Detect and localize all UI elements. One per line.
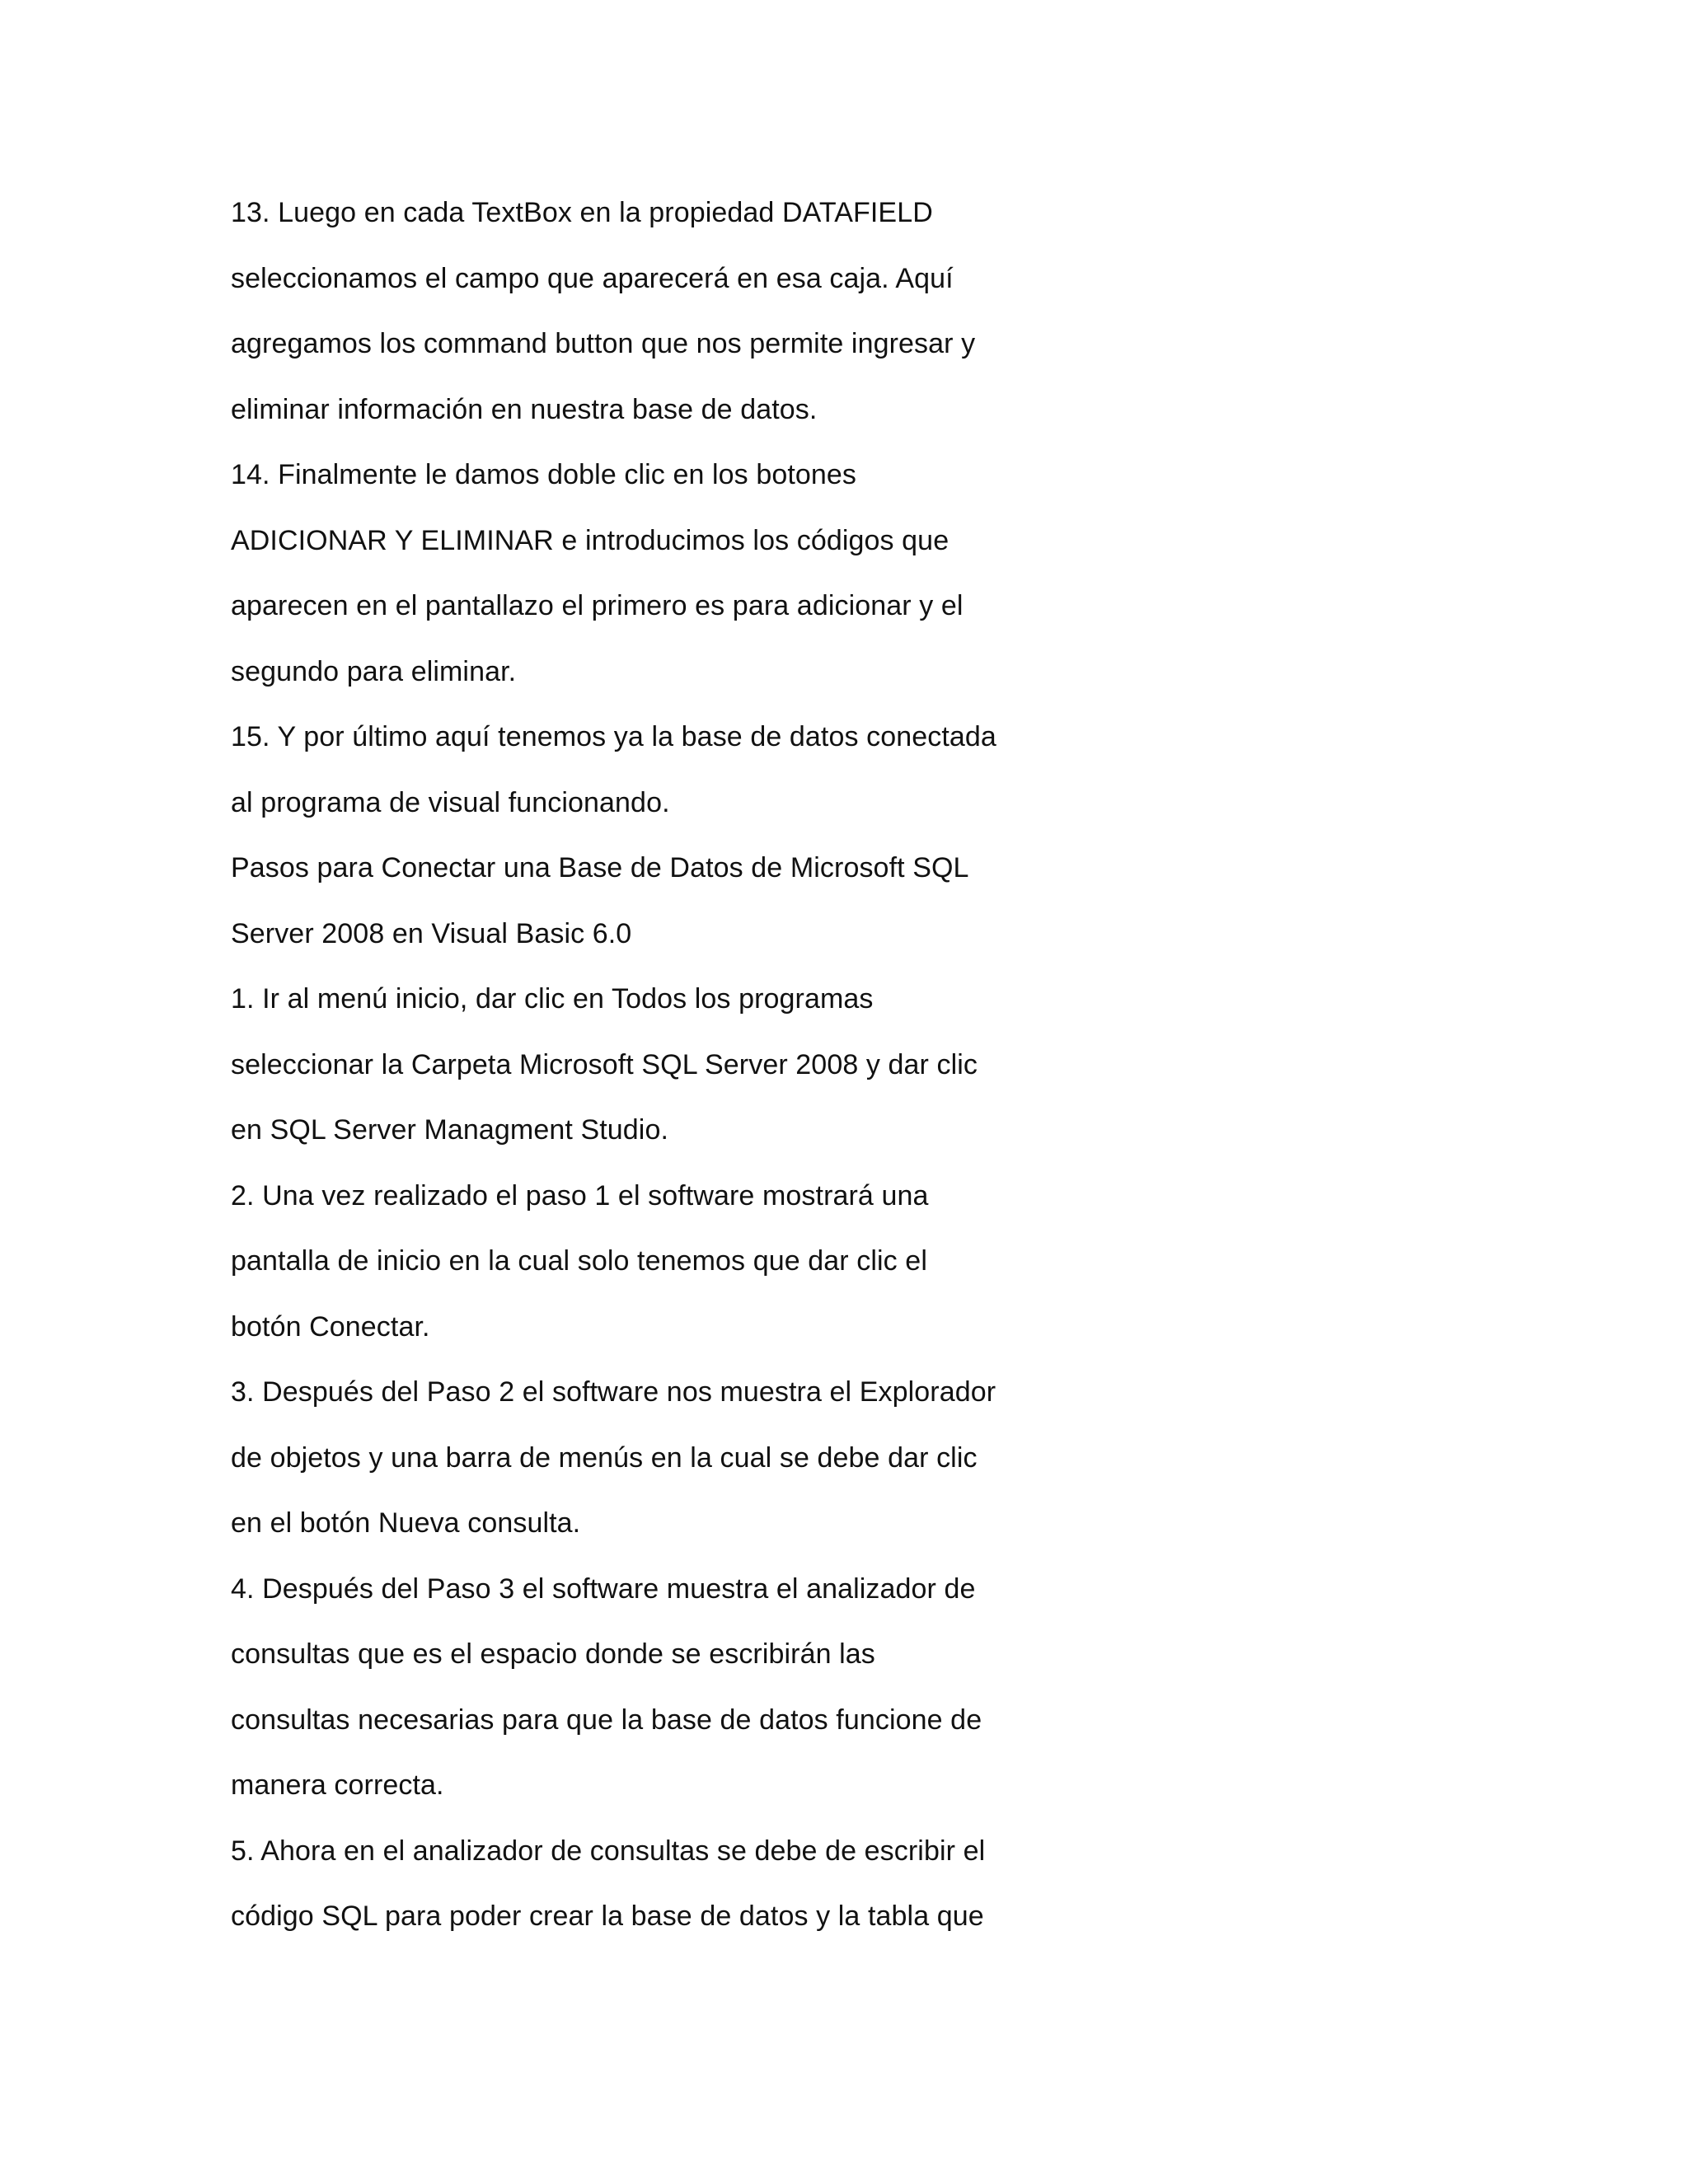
text-line: en SQL Server Managment Studio. [231,1114,669,1146]
text-line: seleccionar la Carpeta Microsoft SQL Server 2008 y dar clic [231,1048,978,1080]
text-line: 5. Ahora en el analizador de consultas se debe de escribir el [231,1835,986,1867]
text-line: código SQL para poder crear la base de datos y la tabla que [231,1900,984,1932]
text-line: botón Conectar. [231,1310,430,1343]
text-line: consultas necesarias para que la base de datos funcione de [231,1704,982,1736]
text-line: segundo para eliminar. [231,655,517,687]
text-line: al programa de visual funcionando. [231,786,670,818]
text-line: ADICIONAR Y ELIMINAR e introducimos los códigos que [231,524,950,556]
text-line: 1. Ir al menú inicio, dar clic en Todos los programas [231,983,874,1015]
text-line: agregamos los command button que nos permite ingresar y [231,328,976,359]
text-line: de objetos y una barra de menús en la cual se debe dar clic [231,1441,978,1474]
text-line: 15. Y por último aquí tenemos ya la base de datos conectada [231,721,996,752]
text-line: seleccionamos el campo que aparecerá en esa caja. Aquí [231,262,954,294]
text-line: eliminar información en nuestra base de datos. [231,393,818,425]
text-line: consultas que es el espacio donde se escribirán las [231,1638,875,1670]
text-line: 3. Después del Paso 2 el software nos muestra el Explorador [231,1376,996,1408]
text-line: en el botón Nueva consulta. [231,1507,581,1539]
text-line: 13. Luego en cada TextBox en la propiedad DATAFIELD [231,197,933,228]
text-line: 4. Después del Paso 3 el software muestra el analizador de [231,1572,976,1605]
text-line: pantalla de inicio en la cual solo tenemos que dar clic el [231,1245,927,1277]
text-line: 14. Finalmente le damos doble clic en los botones [231,459,857,490]
section-heading-line: Pasos para Conectar una Base de Datos de Microsoft SQL [231,852,969,883]
text-line: aparecen en el pantallazo el primero es para adicionar y el [231,590,964,621]
body-text [231,190,1385,1959]
section-heading-line: Server 2008 en Visual Basic 6.0 [231,917,632,949]
text-line: 2. Una vez realizado el paso 1 el software mostrará una [231,1179,929,1212]
text-line: manera correcta. [231,1769,444,1801]
